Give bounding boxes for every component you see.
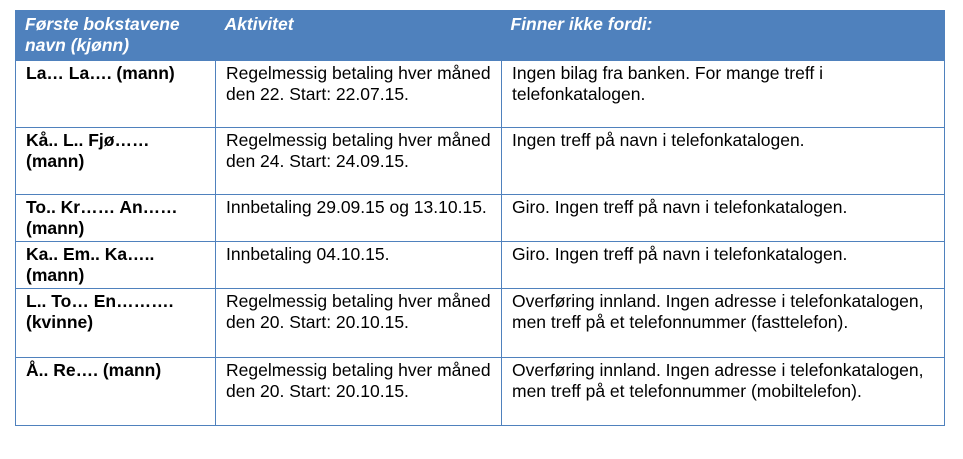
cell-activity: Regelmessig betaling hver måned den 24. Start: 24.09.15. xyxy=(216,128,502,195)
table-header xyxy=(16,11,945,61)
table-row xyxy=(16,61,945,128)
cell-reason: Giro. Ingen treff på navn i telefonkatalogen. xyxy=(502,242,945,289)
cell-name: Ka.. Em.. Ka….. (mann) xyxy=(16,242,216,289)
cell-name: La… La…. (mann) xyxy=(16,61,216,128)
table-row xyxy=(16,242,945,289)
cell-name: L.. To… En………. (kvinne) xyxy=(16,289,216,358)
table-row xyxy=(16,289,945,358)
cell-reason: Overføring innland. Ingen adresse i telefonkatalogen, men treff på et telefonnummer (fasttelefon). xyxy=(502,289,945,358)
header-name: Første bokstavene navn (kjønn) xyxy=(16,11,216,61)
table-row xyxy=(16,128,945,195)
cell-activity: Regelmessig betaling hver måned den 22. Start: 22.07.15. xyxy=(216,61,502,128)
table-row xyxy=(16,358,945,426)
cell-name: To.. Kr…… An…… (mann) xyxy=(16,195,216,242)
table-row xyxy=(16,195,945,242)
header-activity: Aktivitet xyxy=(216,11,502,61)
table-body xyxy=(16,61,945,426)
cell-reason: Giro. Ingen treff på navn i telefonkatalogen. xyxy=(502,195,945,242)
cell-activity: Innbetaling 29.09.15 og 13.10.15. xyxy=(216,195,502,242)
header-row xyxy=(16,11,945,61)
cell-activity: Innbetaling 04.10.15. xyxy=(216,242,502,289)
cell-activity: Regelmessig betaling hver måned den 20. Start: 20.10.15. xyxy=(216,358,502,426)
cell-name: Kå.. L.. Fjø…… (mann) xyxy=(16,128,216,195)
header-reason: Finner ikke fordi: xyxy=(502,11,945,61)
cell-name: Å.. Re…. (mann) xyxy=(16,358,216,426)
data-table xyxy=(15,10,945,426)
cell-reason: Ingen bilag fra banken. For mange treff i telefonkatalogen. xyxy=(502,61,945,128)
cell-activity: Regelmessig betaling hver måned den 20. Start: 20.10.15. xyxy=(216,289,502,358)
cell-reason: Overføring innland. Ingen adresse i telefonkatalogen, men treff på et telefonnummer (mobiltelefon). xyxy=(502,358,945,426)
cell-reason: Ingen treff på navn i telefonkatalogen. xyxy=(502,128,945,195)
